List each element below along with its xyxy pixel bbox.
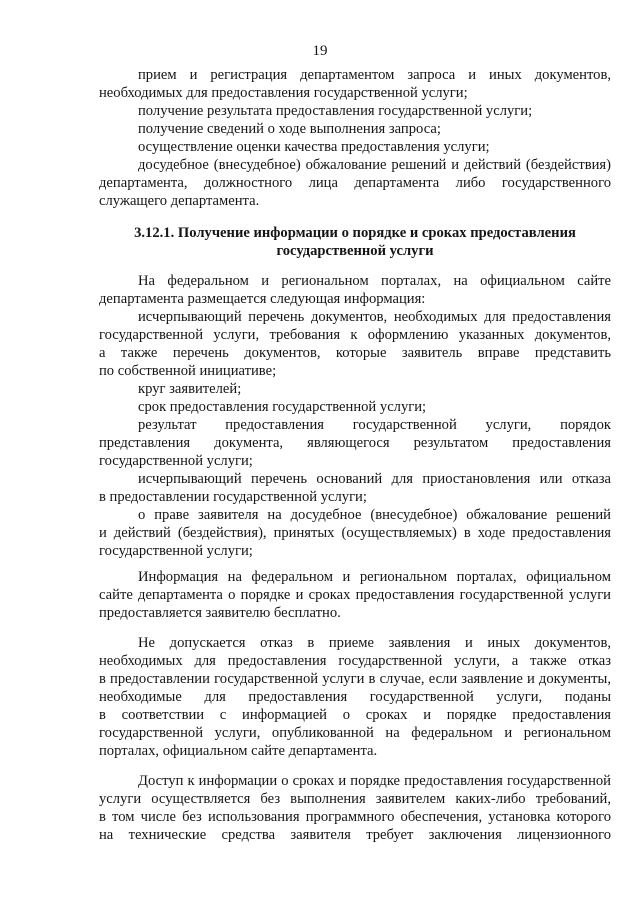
- text-line: в соответствии с информацией о сроках и порядке предоставления: [99, 707, 611, 723]
- text-line: в предоставлении государственной услуги в случае, если заявление и документы,: [99, 671, 611, 687]
- text-line: На федеральном и региональном порталах, на официальном сайте: [138, 273, 611, 289]
- text-line: исчерпывающий перечень оснований для приостановления или отказа: [138, 471, 611, 487]
- text-line: получение результата предоставления государственной услуги;: [138, 103, 533, 119]
- text-line: услуги осуществляется без выполнения заявителем каких-либо требований,: [99, 791, 611, 807]
- text-line: на технические средства заявителя требует заключения лицензионного: [99, 827, 611, 843]
- text-line: Не допускается отказ в приеме заявления и иных документов,: [138, 635, 611, 651]
- section-heading: 3.12.1. Получение информации о порядке и сроках предоставления: [134, 225, 576, 241]
- text-line: служащего департамента.: [99, 193, 260, 209]
- page-number: 19: [312, 43, 328, 59]
- text-line: по собственной инициативе;: [99, 363, 277, 379]
- text-line: департамента, должностного лица департамента либо государственного: [99, 175, 611, 191]
- text-line: необходимые для предоставления государственной услуги, поданы: [99, 689, 611, 705]
- text-line: а также перечень документов, которые заявитель вправе представить: [99, 345, 611, 361]
- text-line: результат предоставления государственной услуги, порядок: [138, 417, 611, 433]
- text-line: срок предоставления государственной услуги;: [138, 399, 427, 415]
- text-line: государственной услуги, опубликованной на федеральном и региональном: [99, 725, 611, 741]
- text-line: о праве заявителя на досудебное (внесудебное) обжалование решений: [138, 507, 611, 523]
- text-line: Доступ к информации о сроках и порядке предоставления государственной: [138, 773, 611, 789]
- text-line: Информация на федеральном и региональном порталах, официальном: [138, 569, 611, 585]
- text-line: получение сведений о ходе выполнения запроса;: [138, 121, 441, 137]
- text-line: в том числе без использования программного обеспечения, установка которого: [99, 809, 611, 825]
- text-line: порталах, официальном сайте департамента.: [99, 743, 378, 759]
- text-line: и действий (бездействия), принятых (осуществляемых) в ходе предоставления: [99, 525, 611, 541]
- text-line: прием и регистрация департаментом запроса и иных документов,: [138, 67, 611, 83]
- text-line: досудебное (внесудебное) обжалование решений и действий (бездействия): [138, 157, 611, 173]
- text-line: осуществление оценки качества предоставления услуги;: [138, 139, 490, 155]
- text-line: сайте департамента о порядке и сроках предоставления государственной услуги: [99, 587, 611, 603]
- text-line: предоставляется заявителю бесплатно.: [99, 605, 341, 621]
- section-heading: государственной услуги: [276, 243, 434, 259]
- text-line: государственной услуги;: [99, 453, 253, 469]
- text-line: в предоставлении государственной услуги;: [99, 489, 367, 505]
- text-line: государственной услуги, требования к оформлению указанных документов,: [99, 327, 611, 343]
- text-line: необходимых для предоставления государственной услуги, а также отказ: [99, 653, 611, 669]
- text-line: круг заявителей;: [138, 381, 242, 397]
- text-line: представления документа, являющегося результатом предоставления: [99, 435, 611, 451]
- text-line: департамента размещается следующая информация:: [99, 291, 426, 307]
- text-line: государственной услуги;: [99, 543, 253, 559]
- text-line: необходимых для предоставления государственной услуги;: [99, 85, 468, 101]
- text-line: исчерпывающий перечень документов, необходимых для предоставления: [138, 309, 611, 325]
